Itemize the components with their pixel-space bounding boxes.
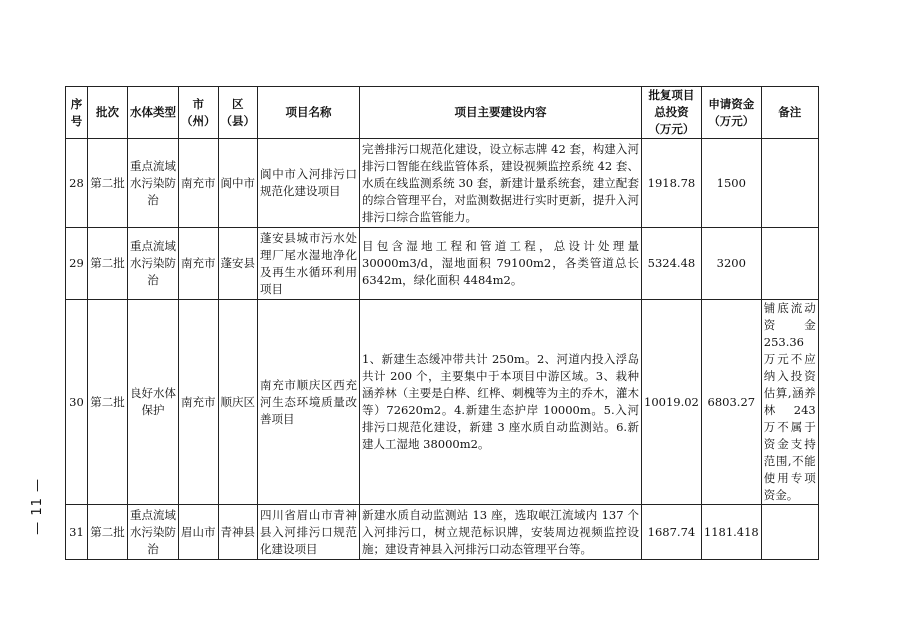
header-applied-funds: 申请资金（万元） (701, 87, 761, 139)
cell-batch: 第二批 (88, 505, 128, 560)
table-row (66, 505, 819, 560)
cell-note (761, 139, 818, 228)
cell-total-investment: 1687.74 (642, 505, 702, 560)
cell-county: 青神县 (218, 505, 258, 560)
cell-applied-funds: 1181.418 (701, 505, 761, 560)
cell-city: 南充市 (179, 139, 219, 228)
table-row (66, 300, 819, 505)
cell-seq: 29 (66, 228, 88, 300)
cell-city: 眉山市 (179, 505, 219, 560)
header-project-name: 项目名称 (258, 87, 360, 139)
cell-batch: 第二批 (88, 300, 128, 505)
cell-content: 目包含湿地工程和管道工程，总设计处理量 30000m3/d，湿地面积 79100m2，各类管道总长 6342m，绿化面积 4484m2。 (360, 228, 642, 300)
cell-applied-funds: 1500 (701, 139, 761, 228)
header-content: 项目主要建设内容 (360, 87, 642, 139)
cell-seq: 30 (66, 300, 88, 505)
cell-total-investment: 1918.78 (642, 139, 702, 228)
header-total-investment: 批复项目总投资（万元） (642, 87, 702, 139)
cell-project-name: 阆中市入河排污口规范化建设项目 (258, 139, 360, 228)
cell-project-name: 南充市顺庆区西充河生态环境质量改善项目 (258, 300, 360, 505)
cell-batch: 第二批 (88, 139, 128, 228)
cell-city: 南充市 (179, 300, 219, 505)
header-city: 市（州） (179, 87, 219, 139)
header-note: 备注 (761, 87, 818, 139)
cell-county: 顺庆区 (218, 300, 258, 505)
header-row (66, 87, 819, 139)
header-water-type: 水体类型 (128, 87, 179, 139)
cell-note (761, 228, 818, 300)
header-county: 区（县） (218, 87, 258, 139)
cell-county: 蓬安县 (218, 228, 258, 300)
cell-total-investment: 10019.02 (642, 300, 702, 505)
cell-project-name: 四川省眉山市青神县入河排污口规范化建设项目 (258, 505, 360, 560)
cell-applied-funds: 6803.27 (701, 300, 761, 505)
cell-note: 铺底流动资金 253.36 万元不应纳入投资估算,涵养林 243 万不属于资金支持范围,不能使用专项资金。 (761, 300, 818, 505)
cell-water-type: 重点流域水污染防治 (128, 228, 179, 300)
cell-county: 阆中市 (218, 139, 258, 228)
cell-total-investment: 5324.48 (642, 228, 702, 300)
page-number: — 11 — (30, 478, 45, 535)
cell-water-type: 良好水体保护 (128, 300, 179, 505)
cell-city: 南充市 (179, 228, 219, 300)
cell-applied-funds: 3200 (701, 228, 761, 300)
cell-seq: 28 (66, 139, 88, 228)
cell-water-type: 重点流域水污染防治 (128, 505, 179, 560)
cell-project-name: 蓬安县城市污水处理厂尾水湿地净化及再生水循环利用项目 (258, 228, 360, 300)
cell-seq: 31 (66, 505, 88, 560)
project-table (65, 86, 819, 560)
table-row (66, 228, 819, 300)
table-row (66, 139, 819, 228)
cell-content: 1、新建生态缓冲带共计 250m。2、河道内投入浮岛共计 200 个，主要集中于本项目中游区域。3、栽种涵养林（主要是白桦、红桦、刺槐等为主的乔木，灌木等）72620m2。4.新建生态护岸 10000m。5.入河排污口规范化建设，新建 3 座水质自动监测站。6.新建人工湿地 38000m2。 (360, 300, 642, 505)
cell-content: 完善排污口规范化建设，设立标志牌 42 套，构建入河排污口智能在线监管体系，建设视频监控系统 42 套、水质在线监测系统 30 套，新建计量系统套，建立配套的综合管理平台，对监测数据进行实时更新，提升入河排污口综合监管能力。 (360, 139, 642, 228)
cell-batch: 第二批 (88, 228, 128, 300)
header-seq: 序号 (66, 87, 88, 139)
cell-content: 新建水质自动监测站 13 座，选取岷江流域内 137 个入河排污口，树立规范标识牌，安装周边视频监控设施；建设青神县入河排污口动态管理平台等。 (360, 505, 642, 560)
cell-note (761, 505, 818, 560)
header-batch: 批次 (88, 87, 128, 139)
cell-water-type: 重点流域水污染防治 (128, 139, 179, 228)
